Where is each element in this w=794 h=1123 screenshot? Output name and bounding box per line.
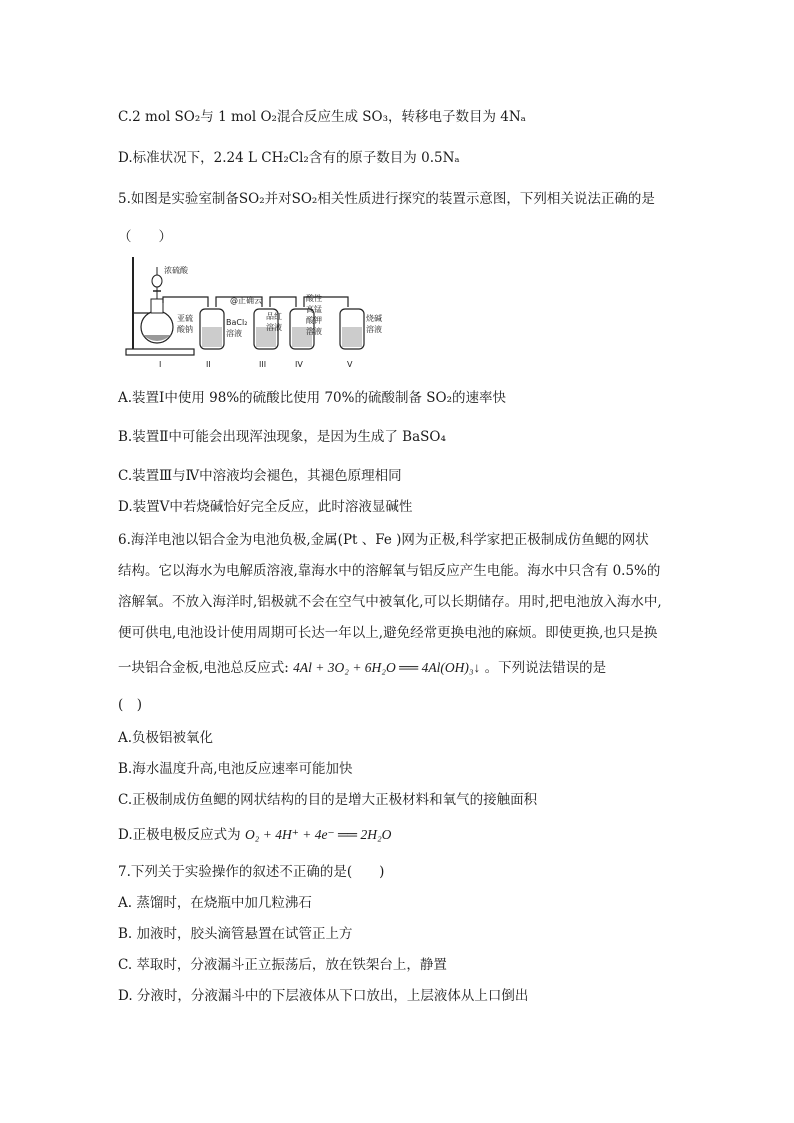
dropping-funnel [152,275,162,287]
label-naoh-2: 溶液 [366,325,382,334]
label-sulfite-2: 酸钠 [177,325,193,334]
q6-line-1: 6.海洋电池以铝合金为电池负极,金属(Pt 、Fe )网为正极,科学家把正极制成仿鱼鳃的网状 [118,532,649,548]
label-pinhong-2: 溶液 [266,323,282,332]
q6-option-d [118,826,391,844]
q7-option-a: A. 蒸馏时，在烧瓶中加几粒沸石 [118,895,312,911]
stand-base [126,349,194,355]
q7-option-d: D. 分液时，分液漏斗中的下层液体从下口放出，上层液体从上口倒出 [118,988,529,1004]
numeral-3: III [259,360,267,369]
q6-line-4: 便可供电,电池设计使用周期可长达一年以上,避免经常更换电池的麻烦。即使更换,也只是换 [118,625,658,641]
q6-option-b: B.海水温度升高,电池反应速率可能加快 [118,761,353,777]
numeral-5: V [347,360,353,369]
q6-line-5-tail: 。下列说法错误的是 [484,660,607,676]
q7-option-c: C. 萃取时，分液漏斗正立振荡后，放在铁架台上，静置 [118,957,447,973]
q6-line-3: 溶解氧。不放入海洋时,铝极就不会在空气中被氧化,可以长期储存。用时,把电池放入海水中, [118,594,662,610]
q7-stem: 7.下列关于实验操作的叙述不正确的是( ) [118,864,385,880]
q7-option-b: B. 加液时，胶头滴管悬置在试管正上方 [118,926,353,942]
label-kmno4-2: 高锰 [306,305,322,314]
label-kmno4-1: 酸性 [306,294,322,303]
label-naoh-1: 烧碱 [366,314,382,323]
q5-apparatus-figure [122,255,387,373]
q6-total-equation: 4Al + 3O₂ + 6H₂O ══ 4Al(OH)₃↓ [293,660,481,675]
tube-1 [163,297,208,307]
tube-3 [270,297,296,307]
q5-option-c: C.装置Ⅲ与Ⅳ中溶液均会褪色，其褪色原理相同 [118,468,402,484]
numeral-4: IV [295,360,303,369]
q5-paren: （ ） [118,229,172,245]
q5-option-b: B.装置Ⅱ中可能会出现浑浊现象，是因为生成了 BaSO₄ [118,429,446,445]
q6-option-a: A.负极铝被氧化 [118,730,214,746]
q6-electrode-equation: O₂ + 4H⁺ + 4e⁻ ══ 2H₂O [244,827,392,842]
q6-option-d-text: D.正极电极反应式为 [118,827,241,843]
label-sulfite-1: 亚硫 [177,314,193,323]
numeral-2: II [206,360,211,369]
label-bacl-1: BaCl₂ [226,318,248,327]
label-kmno4-4: 溶液 [306,327,322,336]
q5-stem: 5.如图是实验室制备SO₂并对SO₂相关性质进行探究的装置示意图，下列相关说法正确的是 [118,191,655,207]
q6-option-c: C.正极制成仿鱼鳃的网状结构的目的是增大正极材料和氧气的接触面积 [118,792,538,808]
label-conc-acid: 浓硫酸 [164,266,188,275]
q6-paren: ( ) [118,697,143,713]
label-bacl-2: 溶液 [226,329,242,338]
q6-line-5-text: 一块铝合金板,电池总反应式: [118,660,289,676]
q5-option-d: D.装置Ⅴ中若烧碱恰好完全反应，此时溶液显碱性 [118,499,413,515]
label-kmno4-3: 酸钾 [306,316,322,325]
watermark: @正确云 [230,296,262,305]
q6-line-5 [118,659,606,677]
q5-option-a: A.装置Ⅰ中使用 98%的硫酸比使用 70%的硫酸制备 SO₂的速率快 [118,390,506,406]
label-pinhong-1: 品红 [266,312,282,321]
numeral-1: I [159,360,162,369]
q4-option-c: C.2 mol SO₂与 1 mol O₂混合反应生成 SO₃，转移电子数目为 4Nₐ [118,109,526,125]
q6-line-2: 结构。它以海水为电解质溶液,靠海水中的溶解氧与铝反应产生电能。海水中只含有 0.5%的 [118,563,661,579]
q4-option-d: D.标准状况下，2.24 L CH₂Cl₂含有的原子数目为 0.5Nₐ [118,150,460,166]
